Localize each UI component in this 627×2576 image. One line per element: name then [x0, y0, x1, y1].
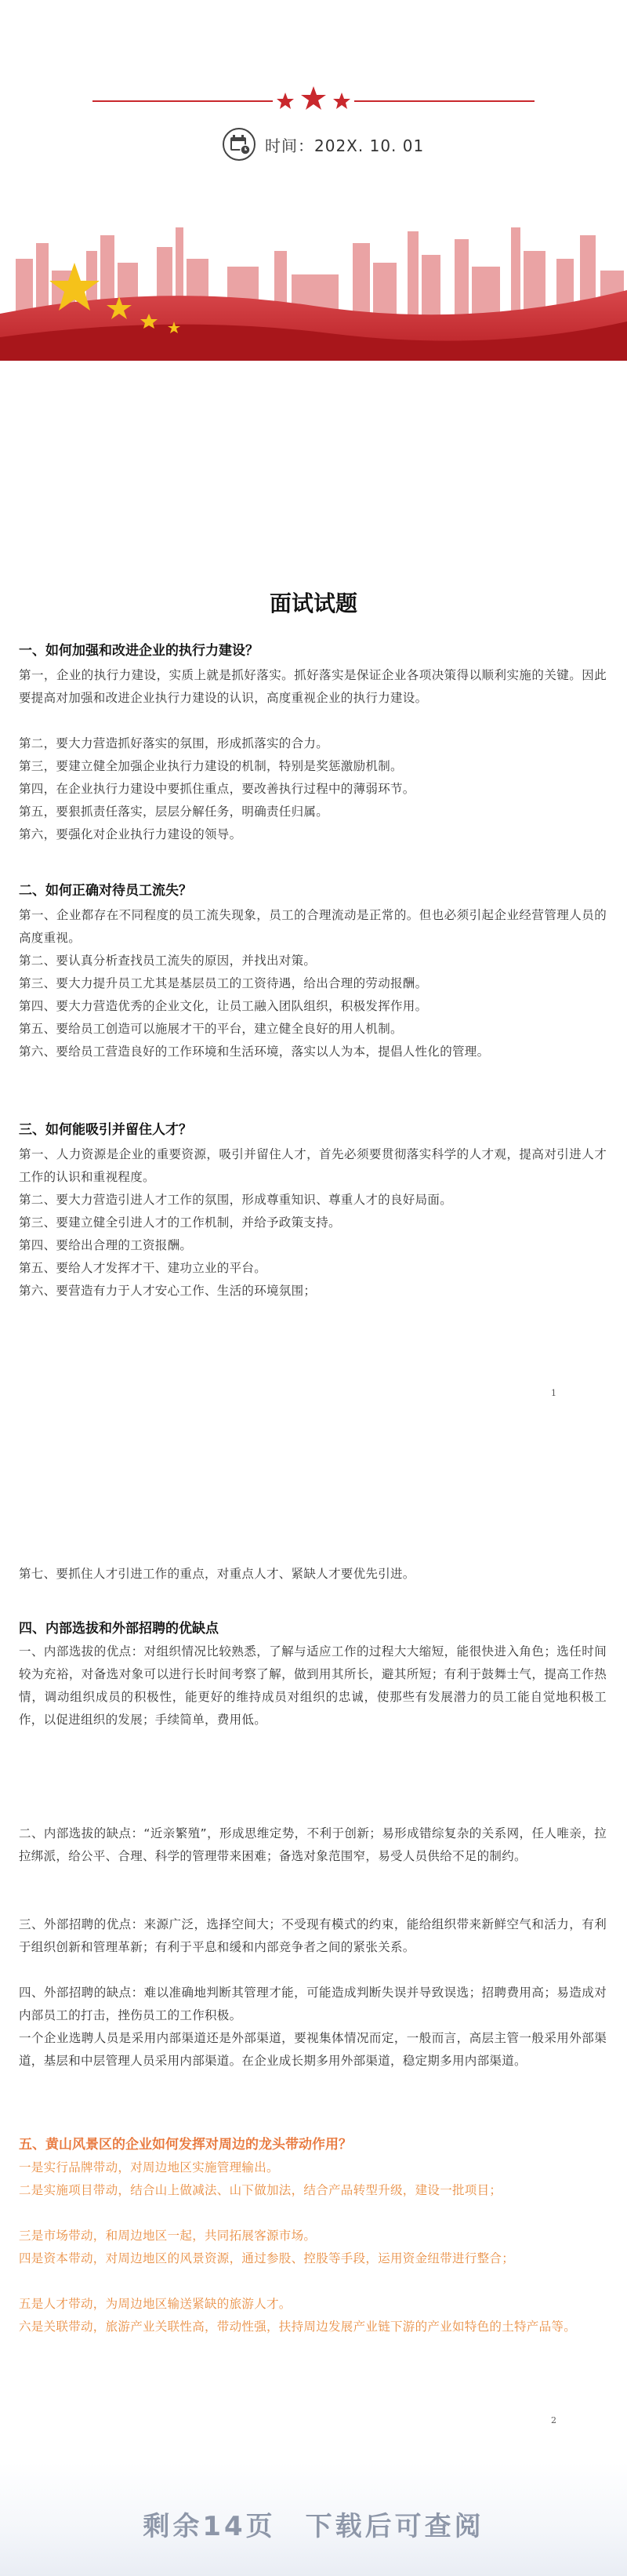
paragraph: 第五，要狠抓责任落实，层层分解任务，明确责任归属。 — [19, 805, 329, 819]
paragraph: 三是市场带动，和周边地区一起，共同拓展客源市场。 — [19, 2229, 317, 2243]
star-icon — [277, 93, 294, 109]
paragraph: 一、内部选拔的优点：对组织情况比较熟悉，了解与适应工作的过程大大缩短，能很快进入角色；选任时间较为充裕，对备选对象可以进行长时间考察了解，做到用其所长，避其所短；有利于鼓舞士气，提高工作热情，调动组织成员的积极性，能更好的维持成员对组织的忠诚，使那些有发展潜力的员工能自觉地积极工作，以促进组织的发展；手续简单，费用低。 — [19, 1644, 607, 1727]
paragraph: 二是实施项目带动，结合山上做减法、山下做加法，结合产品转型升级，建设一批项目； — [19, 2183, 502, 2197]
city-skyline-banner — [0, 204, 627, 361]
paragraph: 第一、企业都存在不同程度的员工流失现象，员工的合理流动是正常的。但也必须引起企业经营管理人员的高度重视。 — [19, 908, 607, 945]
paragraph: 第三，要建立健全加强企业执行力建设的机制，特别是奖惩激励机制。 — [19, 759, 403, 773]
paragraph: 第六，要强化对企业执行力建设的领导。 — [19, 827, 242, 841]
download-banner-text[interactable]: 剩余14页 下载后可查阅 — [143, 2511, 484, 2542]
calendar-icon — [222, 127, 256, 162]
question-heading: 二、如何正确对待员工流失？ — [19, 883, 192, 899]
question-heading: 三、如何能吸引并留住人才？ — [19, 1122, 192, 1138]
paragraph: 第六、要营造有力于人才安心工作、生活的环境氛围； — [19, 1284, 317, 1298]
paragraph: 第七、要抓住人才引进工作的重点，对重点人才、紧缺人才要优先引进。 — [19, 1567, 415, 1581]
star-row — [273, 83, 354, 118]
paragraph: 第四、要给出合理的工资报酬。 — [19, 1238, 193, 1252]
paragraph: 一是实行品牌带动，对周边地区实施管理输出。 — [19, 2160, 279, 2175]
paragraph: 第三、要大力提升员工尤其是基层员工的工资待遇，给出合理的劳动报酬。 — [19, 976, 428, 990]
paragraph: 一个企业选聘人员是采用内部渠道还是外部渠道，要视集体情况而定，一般而言，高层主管一般采用外部渠道，基层和中层管理人员采用内部渠道。在企业成长期多用外部渠道，稳定期多用内部渠道。 — [19, 2031, 607, 2068]
paragraph: 第二、要认真分析查找员工流失的原因，并找出对策。 — [19, 954, 317, 968]
title-divider-right — [354, 100, 535, 102]
paragraph: 第三、要建立健全引进人才的工作机制，并给予政策支持。 — [19, 1215, 341, 1230]
paragraph: 第二，要大力营造抓好落实的氛围，形成抓落实的合力。 — [19, 736, 329, 750]
page-number: 2 — [551, 2415, 556, 2425]
question-heading: 五、黄山风景区的企业如何发挥对周边的龙头带动作用？ — [19, 2137, 352, 2153]
star-icon — [301, 86, 326, 110]
paragraph: 第一，企业的执行力建设，实质上就是抓好落实。抓好落实是保证企业各项决策得以顺利实施的关键。因此要提高对加强和改进企业执行力建设的认识，高度重视企业的执行力建设。 — [19, 668, 607, 705]
paragraph: 第一、人力资源是企业的重要资源，吸引并留住人才，首先必须要贯彻落实科学的人才观，提高对引进人才工作的认识和重视程度。 — [19, 1147, 607, 1184]
paragraph: 五是人才带动，为周边地区输送紧缺的旅游人才。 — [19, 2297, 292, 2311]
paragraph: 第四、要大力营造优秀的企业文化，让员工融入团队组织，积极发挥作用。 — [19, 999, 428, 1013]
paragraph: 第二、要大力营造引进人才工作的氛围，形成尊重知识、尊重人才的良好局面。 — [19, 1193, 453, 1207]
paragraph: 第五、要给员工创造可以施展才干的平台，建立健全良好的用人机制。 — [19, 1022, 403, 1036]
paragraph: 第五、要给人才发挥才干、建功立业的平台。 — [19, 1261, 267, 1275]
paragraph: 二、内部选拔的缺点：“近亲繁殖”，形成思维定势，不利于创新；易形成错综复杂的关系网，任人唯亲，拉拉绑派，给公平、合理、科学的管理带来困难；备选对象范围窄，易受人员供给不足的制约。 — [19, 1826, 607, 1863]
date-label: 时间：202X. 10. 01 — [265, 136, 425, 155]
paragraph: 四是资本带动，对周边地区的风景资源，通过参股、控股等手段，运用资金纽带进行整合； — [19, 2251, 515, 2265]
paragraph: 三、外部招聘的优点：来源广泛，选择空间大；不受现有模式的约束，能给组织带来新鲜空气和活力，有利于组织创新和管理革新；有利于平息和缓和内部竞争者之间的紧张关系。 — [19, 1917, 607, 1954]
star-icon — [333, 93, 350, 109]
page-number: 1 — [551, 1388, 556, 1398]
paragraph: 第四，在企业执行力建设中要抓住重点，要改善执行过程中的薄弱环节。 — [19, 782, 415, 796]
page-title: 面试试题 — [269, 590, 357, 616]
paragraph: 六是关联带动，旅游产业关联性高，带动性强，扶持周边发展产业链下游的产业如特色的土特产品等。 — [19, 2320, 577, 2334]
title-divider-left — [92, 100, 273, 102]
question-heading: 一、如何加强和改进企业的执行力建设？ — [19, 643, 259, 659]
paragraph: 四、外部招聘的缺点：难以准确地判断其管理才能，可能造成判断失误并导致误选；招聘费用高；易造成对内部员工的打击，挫伤员工的工作积极。 — [19, 1986, 607, 2022]
paragraph: 第六、要给员工营造良好的工作环境和生活环境，落实以人为本，提倡人性化的管理。 — [19, 1045, 490, 1059]
question-heading: 四、内部选拔和外部招聘的优缺点 — [19, 1621, 219, 1637]
